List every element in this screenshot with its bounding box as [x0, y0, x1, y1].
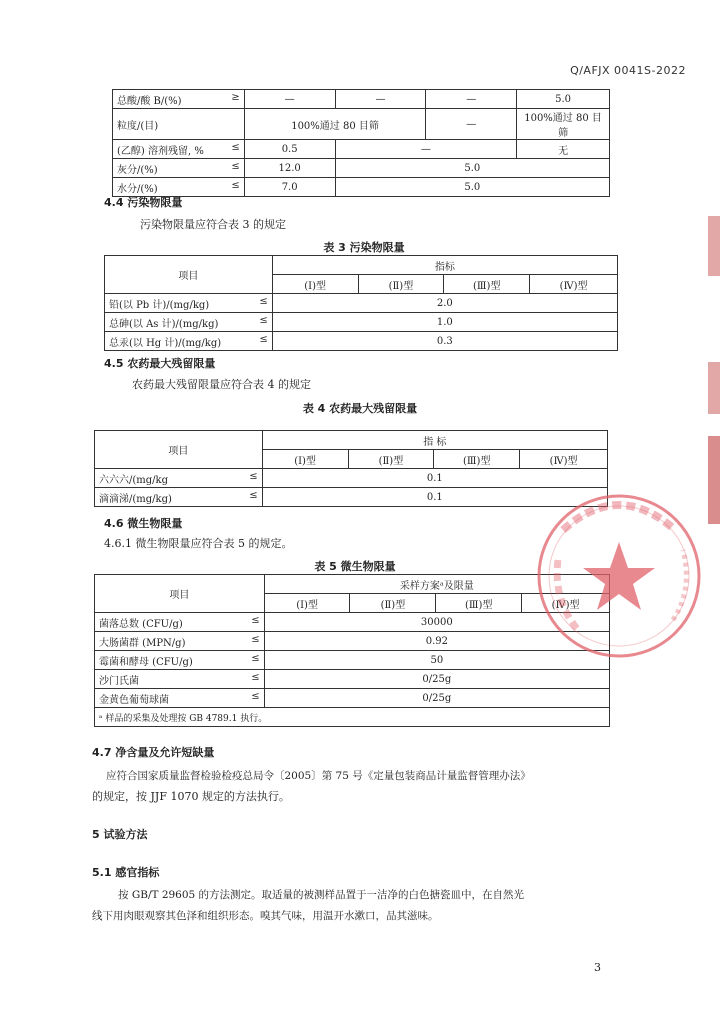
table-row — [95, 689, 610, 708]
edge-seal-mark — [708, 362, 720, 414]
table-4-pesticides — [94, 430, 608, 507]
section-heading-4-6: 4.6 微生物限量 — [104, 517, 183, 530]
row-label: 六六六/(mg/kg ≤ — [95, 469, 263, 488]
header-type-2: (Ⅱ)型 — [348, 450, 434, 469]
header-index: 采样方案ᵃ及限量 — [264, 575, 609, 594]
cell: 0/25g — [264, 689, 609, 708]
table-3-caption: 表 3 污染物限量 — [323, 241, 405, 254]
row-label: 大肠菌群 (MPN/g) ≤ — [95, 632, 265, 651]
table-footnote-row — [95, 708, 610, 727]
paragraph-4-7-line1: 应符合国家质量监督检验检疫总局令〔2005〕第 75 号《定量包装商品计量监督管理办法》 — [106, 770, 531, 782]
table-row — [113, 178, 610, 197]
section-heading-5: 5 试验方法 — [92, 828, 148, 841]
paragraph-4-6-1: 4.6.1 微生物限量应符合表 5 的规定。 — [104, 537, 293, 550]
cell: 0.3 — [272, 332, 617, 351]
cell: 0/25g — [264, 670, 609, 689]
cell: 1.0 — [272, 313, 617, 332]
row-label: (乙醇) 溶剂残留, % ≤ — [113, 140, 245, 159]
cell: 100%通过 80 目筛 — [517, 109, 610, 140]
cell: — — [426, 90, 517, 109]
header-type-1: (Ⅰ)型 — [262, 450, 348, 469]
header-type-1: (Ⅰ)型 — [264, 594, 350, 613]
paragraph-4-5: 农药最大残留限量应符合表 4 的规定 — [132, 378, 311, 391]
cell: 无 — [517, 140, 610, 159]
cell: — — [244, 90, 335, 109]
table-row — [113, 109, 610, 140]
table-row — [105, 313, 618, 332]
paragraph-4-7-line2: 的规定，按 JJF 1070 规定的方法执行。 — [92, 790, 290, 803]
header-index: 指标 — [272, 256, 617, 275]
row-label: 沙门氏菌 ≤ — [95, 670, 265, 689]
header-type-4: (Ⅳ)型 — [522, 594, 610, 613]
row-label: 金黄色葡萄球菌 ≤ — [95, 689, 265, 708]
table-3-contaminants — [104, 255, 618, 351]
cell: 7.0 — [244, 178, 335, 197]
row-label: 霉菌和酵母 (CFU/g) ≤ — [95, 651, 265, 670]
table-5-caption: 表 5 微生物限量 — [314, 560, 396, 573]
cell: 5.0 — [335, 178, 609, 197]
row-label: 总酸/酸 B/(%) ≥ — [113, 90, 245, 109]
company-seal-stamp — [533, 490, 705, 662]
cell: 12.0 — [244, 159, 335, 178]
cell: 5.0 — [335, 159, 609, 178]
header-type-3: (Ⅲ)型 — [436, 594, 522, 613]
page-number: 3 — [594, 961, 601, 974]
standard-code: Q/AFJX 0041S-2022 — [570, 64, 686, 77]
cell: 50 — [264, 651, 609, 670]
section-heading-5-1: 5.1 感官指标 — [92, 866, 160, 879]
table-row — [95, 670, 610, 689]
table-row — [105, 332, 618, 351]
table-row — [113, 90, 610, 109]
cell: 5.0 — [517, 90, 610, 109]
table-4-caption: 表 4 农药最大残留限量 — [302, 402, 418, 415]
table-row — [113, 159, 610, 178]
row-label: 粒度/(目) — [113, 109, 245, 140]
header-item: 项目 — [105, 256, 273, 294]
header-item: 项目 — [95, 575, 265, 613]
table-row — [105, 294, 618, 313]
header-type-3: (Ⅲ)型 — [444, 275, 530, 294]
header-type-2: (Ⅱ)型 — [358, 275, 444, 294]
cell: — — [335, 90, 426, 109]
cell: 0.1 — [262, 488, 607, 507]
header-item: 项目 — [95, 431, 263, 469]
row-label: 灰分/(%) ≤ — [113, 159, 245, 178]
table-row — [113, 140, 610, 159]
cell: 0.92 — [264, 632, 609, 651]
row-label: 水分/(%) ≤ — [113, 178, 245, 197]
header-type-2: (Ⅱ)型 — [350, 594, 436, 613]
row-label: 铅(以 Pb 计)/(mg/kg) ≤ — [105, 294, 273, 313]
cell: — — [426, 109, 517, 140]
table-footnote: ᵃ 样品的采集及处理按 GB 4789.1 执行。 — [95, 708, 610, 727]
cell: 30000 — [264, 613, 609, 632]
header-index: 指 标 — [262, 431, 607, 450]
cell: 0.5 — [244, 140, 335, 159]
row-label: 菌落总数 (CFU/g) ≤ — [95, 613, 265, 632]
section-heading-4-5: 4.5 农药最大残留限量 — [104, 357, 216, 370]
header-type-3: (Ⅲ)型 — [434, 450, 520, 469]
header-type-4: (Ⅳ)型 — [520, 450, 608, 469]
cell: 0.1 — [262, 469, 607, 488]
header-type-4: (Ⅳ)型 — [530, 275, 618, 294]
section-heading-4-4: 4.4 污染物限量 — [104, 196, 183, 209]
row-label: 总汞(以 Hg 计)/(mg/kg) ≤ — [105, 332, 273, 351]
paragraph-5-1-line2: 线下用肉眼观察其色泽和组织形态。嗅其气味，用温开水漱口，品其滋味。 — [92, 910, 439, 922]
cell: — — [335, 140, 517, 159]
table-indicators-continued — [112, 89, 610, 197]
row-label: 滴滴涕/(mg/kg) ≤ — [95, 488, 263, 507]
cell: 2.0 — [272, 294, 617, 313]
row-label: 总砷(以 As 计)/(mg/kg) ≤ — [105, 313, 273, 332]
paragraph-5-1-line1: 按 GB/T 29605 的方法测定。取适量的被测样品置于一洁净的白色搪瓷皿中，在自然光 — [118, 889, 525, 901]
table-row — [95, 488, 608, 507]
paragraph-4-4: 污染物限量应符合表 3 的规定 — [140, 218, 286, 231]
section-heading-4-7: 4.7 净含量及允许短缺量 — [92, 746, 215, 759]
cell: 100%通过 80 目筛 — [244, 109, 426, 140]
edge-seal-mark — [708, 436, 720, 524]
edge-seal-mark — [708, 216, 720, 276]
header-type-1: (Ⅰ)型 — [272, 275, 358, 294]
table-row — [95, 469, 608, 488]
